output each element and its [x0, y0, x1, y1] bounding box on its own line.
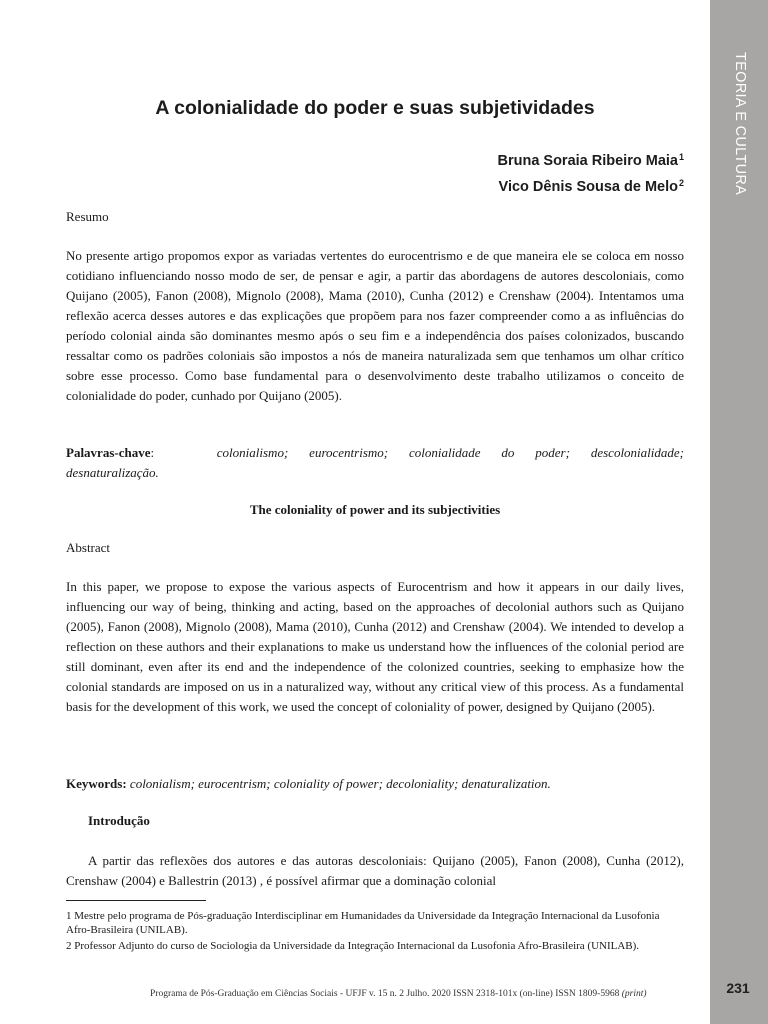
journal-footer: [150, 989, 647, 999]
footnote-1: 1 Mestre pelo programa de Pós-graduação Interdisciplinar em Humanidades da Universidade da Integração Internacional da Lusofonia Afro-Brasileira (UNILAB).: [66, 910, 660, 936]
palavras-chave-line-1: Palavras-chave: colonialismo; eurocentrismo; colonialidade do poder; descolonialidade;: [66, 445, 684, 460]
footnote-ref[interactable]: 2: [678, 178, 684, 188]
keywords-label: Keywords:: [66, 776, 127, 791]
keywords-terms: colonialism; eurocentrism; coloniality of power; decoloniality; denaturalization.: [129, 776, 551, 791]
english-title: The coloniality of power and its subjectivities: [249, 502, 501, 517]
palavras-chave-line-2: [66, 463, 684, 483]
footnote-divider: [66, 900, 206, 901]
abstract-label: Abstract: [66, 540, 111, 555]
author-name: Vico Dênis Sousa de Melo: [498, 179, 678, 195]
journal-info: Programa de Pós-Graduação em Ciências Sociais - UFJF v. 15 n. 2 Julho. 2020 ISSN 2318-101x (on-line) ISSN 1809-5968: [150, 989, 622, 999]
footnote-ref[interactable]: 1: [678, 152, 684, 162]
page-number: 231: [726, 980, 750, 996]
section-heading-introducao: Introdução: [88, 813, 150, 828]
introducao-text: A partir das reflexões dos autores e das autoras descoloniais: Quijano (2005), Fanon (2008), Cunha (2012), Crenshaw (2004) e Ballestrin (2013) , é possível afirmar que a dominação colonial: [66, 853, 684, 888]
author-2: [497, 172, 684, 198]
keywords: [66, 774, 684, 794]
print-label: (print): [621, 989, 647, 999]
palavras-chave-label: Palavras-chave: [66, 445, 151, 460]
article-title: A colonialidade do poder e suas subjetividades: [155, 97, 595, 119]
section-label: TEORIA E CULTURA: [732, 52, 748, 196]
author-1: [497, 146, 684, 172]
palavras-chave-terms-cont: desnaturalização.: [66, 465, 159, 480]
footnote-2: 2 Professor Adjunto do curso de Sociologia da Universidade da Integração Internacional da Lusofonia Afro-Brasileira (UNILAB).: [66, 940, 640, 952]
author-name: Bruna Soraia Ribeiro Maia: [497, 153, 678, 169]
abstract-text: In this paper, we propose to expose the various aspects of Eurocentrism and how it appears in our daily lives, influencing our way of being, thinking and acting, based on the approaches of decolonial authors such as Quijano (2005), Fanon (2008), Mignolo (2008), Mama (2010), Cunha (2012) and Crenshaw (2004). We intended to develop a reflection on these authors and their explanations to make us understand how the influences of the colonial period are still dominant, even after its end and the independence of the colonized countries, seeking to emphasize how the colonial standards are imposed on us in a naturalized way, without any critical view of this process. As a fundamental basis for the development of this work, we used the concept of coloniality of power, designed by Quijano (2005).: [66, 579, 684, 714]
resumo-text: No presente artigo propomos expor as variadas vertentes do eurocentrismo e de que maneira ele se coloca em nosso cotidiano influenciando nosso modo de ser, de pensar e agir, a partir das abordagens de autores descoloniais, como Quijano (2005), Fanon (2008), Mignolo (2008), Mama (2010), Cunha (2012) e Crenshaw (2004). Intentamos uma reflexão acerca desses autores e das explicações que propõem para nos fazer compreender como a as influências do período colonial ainda são dominantes mesmo após o seu fim e a independência dos países colonizados, buscando ressaltar como os padrões coloniais são impostos a nós de maneira naturalizada sem que tenhamos um olhar crítico sobre esse processo. Como base fundamental para o desenvolvimento deste trabalho utilizamos o conceito de colonialidade do poder, cunhado por Quijano (2005).: [66, 248, 684, 403]
resumo-label: Resumo: [66, 209, 109, 224]
palavras-chave-terms: colonialismo; eurocentrismo; colonialidade do poder; descolonialidade;: [216, 445, 684, 460]
author-list: [497, 146, 684, 198]
